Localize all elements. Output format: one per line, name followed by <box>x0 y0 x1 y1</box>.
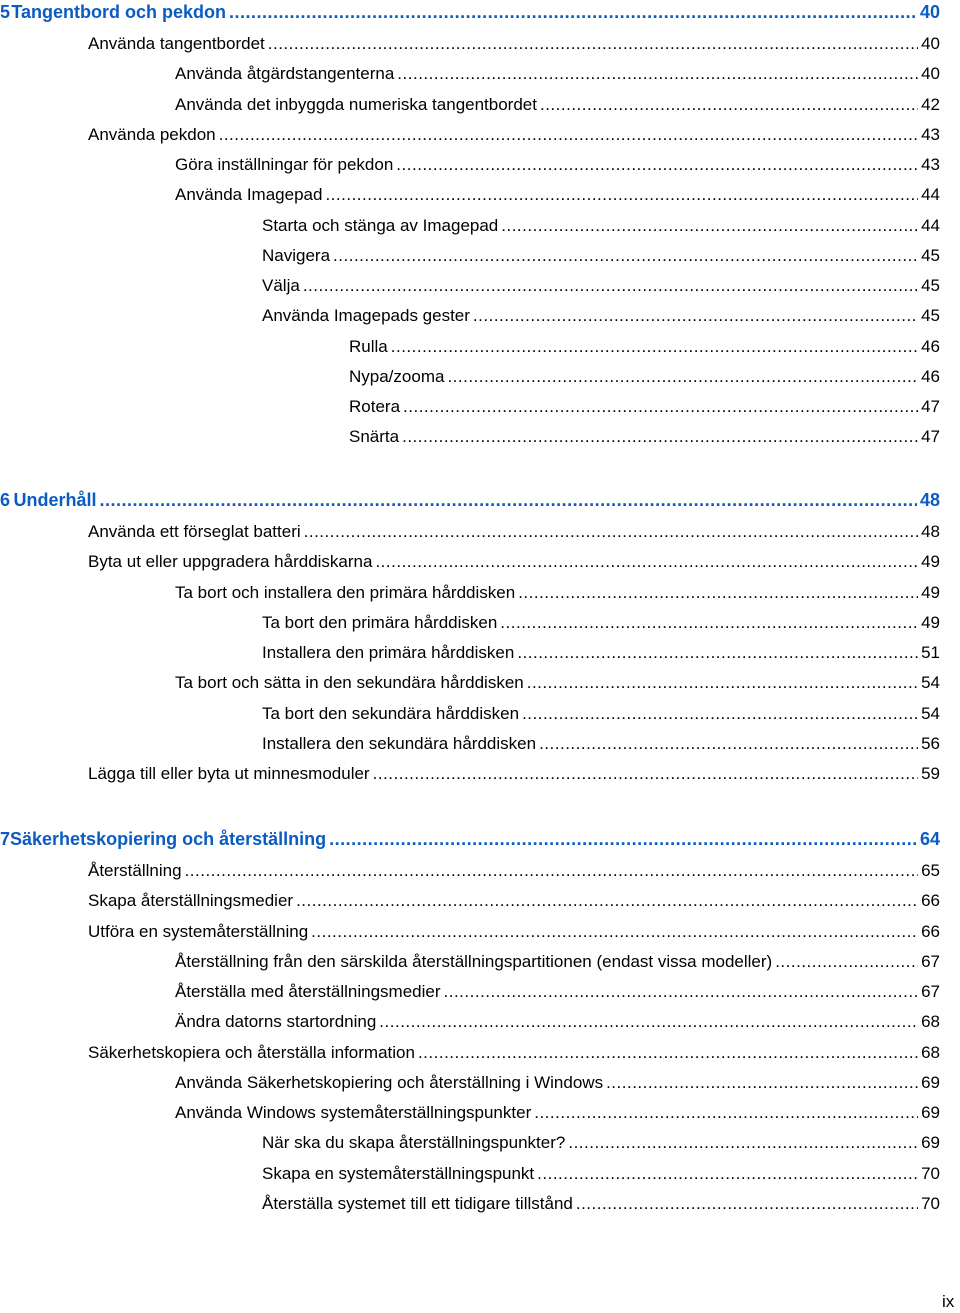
dot-leader <box>379 1010 918 1034</box>
toc-entry-title: Ta bort och installera den primära hårddisken <box>175 582 516 602</box>
dot-leader <box>391 335 918 359</box>
toc-entry[interactable] <box>88 920 940 944</box>
toc-entry-page-number: 65 <box>921 861 940 880</box>
toc-entry[interactable] <box>262 304 940 328</box>
toc-entry-page-number: 49 <box>921 552 940 572</box>
toc-entry-page-number: 47 <box>921 427 940 447</box>
toc-entry-page-number: 47 <box>921 397 940 416</box>
toc-entry-title: Använda pekdon <box>88 124 216 144</box>
toc-entry-page-number: 44 <box>921 185 940 205</box>
dot-leader <box>500 611 918 635</box>
dot-leader <box>185 859 919 883</box>
dot-leader <box>418 1041 918 1065</box>
dot-leader <box>540 93 918 117</box>
toc-entry-title: Använda ett förseglat batteri <box>88 522 301 541</box>
toc-entry-title: Rotera <box>349 397 401 416</box>
toc-entry-title: Byta ut eller uppgradera hårddiskarna <box>88 552 373 572</box>
toc-entry-title: Använda tangentbordet <box>88 34 265 53</box>
toc-entry-page-number: 66 <box>921 921 940 941</box>
toc-entry-title: Navigera <box>262 245 331 265</box>
dot-leader <box>100 488 917 512</box>
toc-entry-title: Använda Säkerhetskopiering och återställning i Windows <box>175 1072 604 1092</box>
toc-entry[interactable] <box>262 732 940 756</box>
toc-entry[interactable] <box>175 153 940 177</box>
dot-leader <box>333 244 918 268</box>
toc-entry-title: Återställa systemet till ett tidigare tillstånd <box>262 1193 573 1213</box>
toc-entry-title: Utföra en systemåterställning <box>88 921 309 941</box>
chapter-page-number: 48 <box>919 490 940 510</box>
toc-entry-page-number: 54 <box>921 673 940 693</box>
toc-entry-page-number: 69 <box>921 1072 940 1092</box>
chapter-page-number: 40 <box>919 2 940 22</box>
toc-entry[interactable] <box>262 641 940 665</box>
toc-entry[interactable] <box>88 520 940 544</box>
toc-entry-title: Använda Imagepad <box>175 185 323 205</box>
dot-leader <box>268 32 918 56</box>
toc-entry-page-number: 51 <box>921 643 940 662</box>
toc-entry[interactable] <box>349 365 940 389</box>
dot-leader <box>229 0 917 24</box>
toc-entry-title: Lägga till eller byta ut minnesmoduler <box>88 764 370 783</box>
toc-entry-page-number: 70 <box>921 1163 940 1183</box>
toc-entry[interactable] <box>262 274 940 298</box>
dot-leader <box>501 214 918 238</box>
toc-entry-title: När ska du skapa återställningspunkter? <box>262 1133 566 1153</box>
toc-entry-title: Använda åtgärdstangenterna <box>175 64 395 84</box>
toc-entry-title: Återställning <box>88 861 182 880</box>
toc-entry-page-number: 54 <box>921 703 940 723</box>
toc-entry[interactable] <box>88 859 940 883</box>
toc-entry[interactable] <box>262 214 940 238</box>
toc-entry-page-number: 59 <box>921 764 940 783</box>
toc-entry[interactable] <box>88 1041 940 1065</box>
toc-entry[interactable] <box>88 123 940 147</box>
toc-entry[interactable] <box>175 62 940 86</box>
dot-leader <box>296 889 918 913</box>
dot-leader <box>303 274 918 298</box>
chapter-number: 6 <box>0 490 11 510</box>
toc-entry[interactable] <box>175 980 940 1004</box>
toc-entry[interactable] <box>175 1071 940 1095</box>
toc-entry-title: Rulla <box>349 336 388 356</box>
toc-entry[interactable] <box>349 395 940 419</box>
chapter-number: 5 <box>0 2 11 22</box>
toc-entry[interactable] <box>262 1131 940 1155</box>
toc-entry[interactable] <box>349 425 940 449</box>
dot-leader <box>522 702 918 726</box>
toc-entry-page-number: 68 <box>921 1012 940 1032</box>
dot-leader <box>606 1071 918 1095</box>
toc-entry[interactable] <box>175 183 940 207</box>
toc-entry[interactable] <box>88 32 940 56</box>
toc-entry-page-number: 68 <box>921 1042 940 1062</box>
dot-leader <box>373 762 918 786</box>
dot-leader <box>444 980 919 1004</box>
chapter-title: Tangentbord och pekdon <box>11 2 227 22</box>
dot-leader <box>576 1192 918 1216</box>
toc-entry-page-number: 44 <box>921 215 940 235</box>
toc-entry-title: Välja <box>262 276 300 295</box>
toc-chapter-heading[interactable] <box>0 0 940 24</box>
toc-entry-title: Skapa återställningsmedier <box>88 891 294 911</box>
toc-entry-title: Skapa en systemåterställningspunkt <box>262 1163 535 1183</box>
dot-leader <box>539 732 918 756</box>
toc-entry-page-number: 67 <box>921 951 940 971</box>
chapter-title: Underhåll <box>13 490 97 510</box>
toc-entry-title: Göra inställningar för pekdon <box>175 155 394 174</box>
dot-leader <box>329 827 917 851</box>
dot-leader <box>325 183 918 207</box>
toc-entry[interactable] <box>262 1162 940 1186</box>
toc-entry-title: Använda Imagepads gester <box>262 306 470 326</box>
toc-entry[interactable] <box>88 762 940 786</box>
toc-entry-title: Installera den sekundära hårddisken <box>262 733 537 753</box>
toc-entry-title: Snärta <box>349 427 400 447</box>
toc-entry-page-number: 69 <box>921 1103 940 1122</box>
dot-leader <box>568 1131 918 1155</box>
toc-entry-page-number: 70 <box>921 1193 940 1213</box>
toc-entry-page-number: 42 <box>921 94 940 114</box>
toc-entry-page-number: 45 <box>921 245 940 265</box>
dot-leader <box>473 304 918 328</box>
toc-entry-page-number: 43 <box>921 124 940 144</box>
toc-entry-page-number: 46 <box>921 366 940 386</box>
dot-leader <box>304 520 918 544</box>
toc-entry[interactable] <box>262 244 940 268</box>
dot-leader <box>517 641 918 665</box>
toc-entry[interactable] <box>175 93 940 117</box>
dot-leader <box>775 950 918 974</box>
toc-entry-page-number: 49 <box>921 582 940 602</box>
toc-entry-title: Nypa/zooma <box>349 366 445 386</box>
toc-entry-title: Ta bort och sätta in den sekundära hårddisken <box>175 673 524 693</box>
toc-entry-page-number: 66 <box>921 891 940 911</box>
toc-chapter-heading[interactable] <box>0 827 940 851</box>
toc-entry-page-number: 45 <box>921 276 940 295</box>
toc-entry-title: Starta och stänga av Imagepad <box>262 215 499 235</box>
chapter-number: 7 <box>0 829 11 849</box>
dot-leader <box>396 153 918 177</box>
toc-entry[interactable] <box>175 1010 940 1034</box>
toc-entry-title: Säkerhetskopiera och återställa information <box>88 1042 415 1062</box>
toc-entry[interactable] <box>262 1192 940 1216</box>
toc-entry-page-number: 45 <box>921 306 940 326</box>
toc-entry-page-number: 46 <box>921 336 940 356</box>
dot-leader <box>219 123 918 147</box>
toc-entry[interactable] <box>262 702 940 726</box>
chapter-title: Säkerhetskopiering och återställning <box>10 829 327 849</box>
dot-leader <box>311 920 918 944</box>
toc-entry-title: Återställning från den särskilda återställningspartitionen (endast vissa modeller) <box>175 951 773 971</box>
toc-entry-page-number: 67 <box>921 982 940 1001</box>
dot-leader <box>447 365 918 389</box>
dot-leader <box>537 1162 918 1186</box>
toc-entry-page-number: 56 <box>921 733 940 753</box>
toc-entry-page-number: 48 <box>921 522 940 541</box>
dot-leader <box>403 395 918 419</box>
toc-entry-title: Ta bort den sekundära hårddisken <box>262 703 520 723</box>
toc-entry-page-number: 40 <box>921 64 940 84</box>
page-number: ix <box>942 1292 955 1311</box>
toc-entry-title: Använda Windows systemåterställningspunkter <box>175 1103 532 1122</box>
dot-leader <box>527 671 918 695</box>
toc-entry[interactable] <box>175 950 940 974</box>
toc-entry-page-number: 49 <box>921 612 940 632</box>
toc-chapter-heading[interactable] <box>0 488 940 512</box>
toc-entry[interactable] <box>262 611 940 635</box>
toc-entry-page-number: 69 <box>921 1133 940 1153</box>
dot-leader <box>375 550 918 574</box>
toc-entry[interactable] <box>175 671 940 695</box>
toc-entry[interactable] <box>175 581 940 605</box>
toc-entry-title: Ta bort den primära hårddisken <box>262 612 498 632</box>
toc-entry[interactable] <box>88 550 940 574</box>
toc-entry-title: Använda det inbyggda numeriska tangentbordet <box>175 94 537 114</box>
dot-leader <box>518 581 918 605</box>
dot-leader <box>402 425 918 449</box>
toc-entry[interactable] <box>349 335 940 359</box>
chapter-page-number: 64 <box>919 829 940 849</box>
dot-leader <box>397 62 918 86</box>
toc-entry-title: Installera den primära hårddisken <box>262 643 515 662</box>
toc-entry-page-number: 40 <box>921 34 940 53</box>
toc-entry-title: Återställa med återställningsmedier <box>175 982 441 1001</box>
toc-entry[interactable] <box>175 1101 940 1125</box>
dot-leader <box>534 1101 918 1125</box>
toc-entry-page-number: 43 <box>921 155 940 174</box>
toc-entry-title: Ändra datorns startordning <box>175 1012 377 1032</box>
toc-entry[interactable] <box>88 889 940 913</box>
